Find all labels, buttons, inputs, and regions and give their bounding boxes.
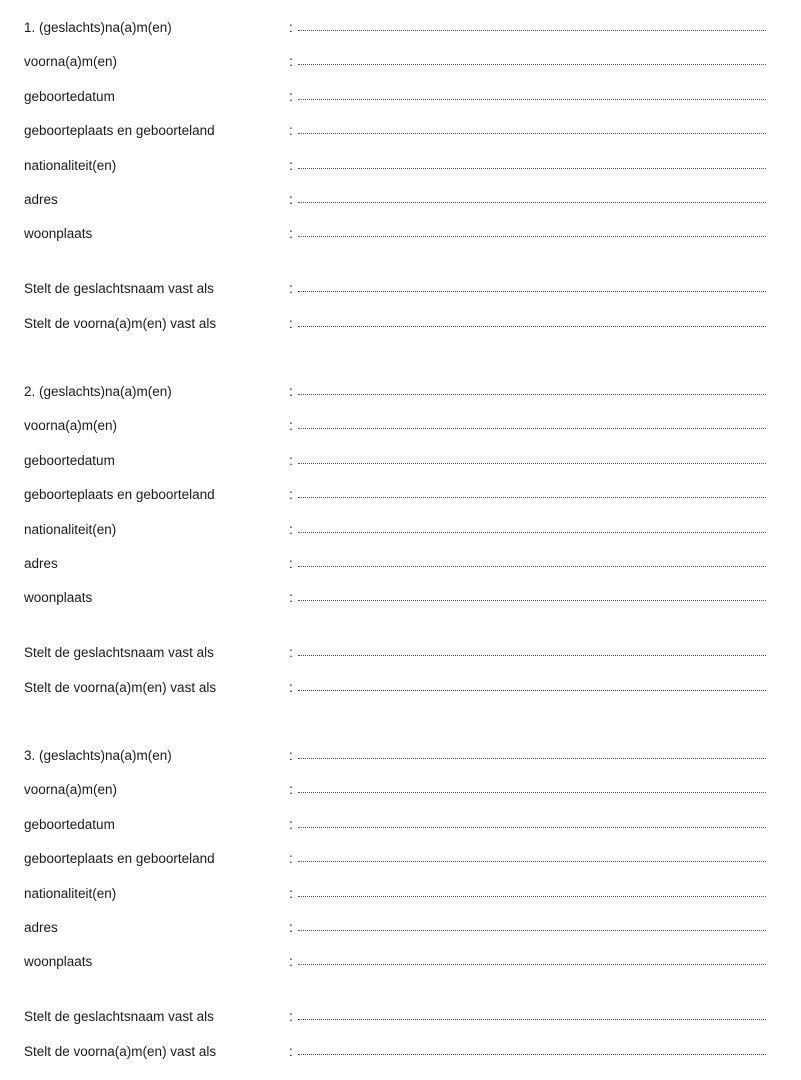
dotted-fill-line[interactable] <box>298 236 766 237</box>
field-label: geboorteplaats en geboorteland <box>24 123 215 139</box>
field-separator: : <box>289 226 293 242</box>
dotted-fill-line[interactable] <box>298 428 766 429</box>
form-row-field-2-5 <box>0 521 801 539</box>
form-row-name-field-3-1 <box>0 1008 801 1026</box>
field-separator: : <box>289 192 293 207</box>
field-separator: : <box>289 645 293 660</box>
field-separator: : <box>289 885 293 901</box>
field-label: 2. (geslachts)na(a)m(en) <box>24 384 172 399</box>
form-row-field-1-6 <box>0 191 801 209</box>
field-label: geboorteplaats en geboorteland <box>24 487 215 503</box>
form-row-field-2-2 <box>0 417 801 435</box>
dotted-fill-line[interactable] <box>298 30 766 31</box>
dotted-fill-line[interactable] <box>298 1019 766 1020</box>
field-separator: : <box>289 54 293 70</box>
dotted-fill-line[interactable] <box>298 792 766 793</box>
field-separator: : <box>289 920 293 935</box>
dotted-fill-line[interactable] <box>298 133 766 134</box>
dotted-fill-line[interactable] <box>298 497 766 498</box>
dotted-fill-line[interactable] <box>298 168 766 169</box>
form-row-name-field-2-1 <box>0 644 801 662</box>
field-label: 1. (geslachts)na(a)m(en) <box>24 20 172 35</box>
field-separator: : <box>289 1009 293 1024</box>
field-separator: : <box>289 123 293 139</box>
field-separator: : <box>289 281 293 296</box>
dotted-fill-line[interactable] <box>298 690 766 691</box>
field-label: Stelt de voorna(a)m(en) vast als <box>24 315 217 331</box>
form-row-field-1-3 <box>0 88 801 106</box>
field-separator: : <box>289 590 293 606</box>
form-row-field-3-7 <box>0 953 801 971</box>
field-separator: : <box>289 315 293 331</box>
form-row-field-1-5 <box>0 157 801 175</box>
field-separator: : <box>289 418 293 434</box>
form-row-field-3-2 <box>0 781 801 799</box>
field-label: voorna(a)m(en) <box>24 54 118 70</box>
field-label: woonplaats <box>24 590 93 606</box>
dotted-fill-line[interactable] <box>298 532 766 533</box>
form-row-field-2-1 <box>0 383 801 401</box>
dotted-fill-line[interactable] <box>298 99 766 100</box>
field-label: nationaliteit(en) <box>24 885 117 901</box>
field-label: Stelt de voorna(a)m(en) vast als <box>24 679 217 695</box>
form-row-field-2-7 <box>0 589 801 607</box>
field-separator: : <box>289 487 293 503</box>
dotted-fill-line[interactable] <box>298 861 766 862</box>
dotted-fill-line[interactable] <box>298 930 766 931</box>
field-separator: : <box>289 452 293 468</box>
field-separator: : <box>289 157 293 173</box>
field-label: nationaliteit(en) <box>24 157 117 173</box>
dotted-fill-line[interactable] <box>298 326 766 327</box>
dotted-fill-line[interactable] <box>298 827 766 828</box>
form-row-name-field-2-2 <box>0 679 801 697</box>
field-separator: : <box>289 20 293 35</box>
field-label: Stelt de geslachtsnaam vast als <box>24 281 214 296</box>
field-separator: : <box>289 384 293 399</box>
field-separator: : <box>289 782 293 798</box>
field-label: adres <box>24 192 58 207</box>
field-label: nationaliteit(en) <box>24 521 117 537</box>
form-row-field-3-1 <box>0 747 801 765</box>
field-separator: : <box>289 954 293 970</box>
form-row-field-2-4 <box>0 486 801 504</box>
dotted-fill-line[interactable] <box>298 291 766 292</box>
form-row-field-3-5 <box>0 885 801 903</box>
form-row-name-field-1-1 <box>0 280 801 298</box>
dotted-fill-line[interactable] <box>298 463 766 464</box>
dotted-fill-line[interactable] <box>298 600 766 601</box>
field-separator: : <box>289 748 293 763</box>
field-separator: : <box>289 521 293 537</box>
field-label: geboortedatum <box>24 452 115 468</box>
field-label: Stelt de geslachtsnaam vast als <box>24 645 214 660</box>
field-label: voorna(a)m(en) <box>24 418 118 434</box>
dotted-fill-line[interactable] <box>298 896 766 897</box>
field-separator: : <box>289 556 293 571</box>
dotted-fill-line[interactable] <box>298 64 766 65</box>
field-separator: : <box>289 1043 293 1059</box>
field-label: geboortedatum <box>24 816 115 832</box>
form-row-field-3-6 <box>0 919 801 937</box>
field-label: woonplaats <box>24 226 93 242</box>
dotted-fill-line[interactable] <box>298 655 766 656</box>
dotted-fill-line[interactable] <box>298 566 766 567</box>
dotted-fill-line[interactable] <box>298 1054 766 1055</box>
field-separator: : <box>289 88 293 104</box>
form-row-field-1-1 <box>0 19 801 37</box>
form-row-name-field-3-2 <box>0 1043 801 1061</box>
form-row-field-3-4 <box>0 850 801 868</box>
form-row-name-field-1-2 <box>0 315 801 333</box>
form-row-field-2-6 <box>0 555 801 573</box>
dotted-fill-line[interactable] <box>298 394 766 395</box>
field-label: Stelt de voorna(a)m(en) vast als <box>24 1043 217 1059</box>
field-label: 3. (geslachts)na(a)m(en) <box>24 748 172 763</box>
field-label: geboortedatum <box>24 88 115 104</box>
dotted-fill-line[interactable] <box>298 964 766 965</box>
field-label: Stelt de geslachtsnaam vast als <box>24 1009 214 1024</box>
field-label: adres <box>24 920 58 935</box>
form-row-field-1-4 <box>0 122 801 140</box>
field-label: geboorteplaats en geboorteland <box>24 851 215 867</box>
field-separator: : <box>289 816 293 832</box>
form-row-field-3-3 <box>0 816 801 834</box>
field-label: voorna(a)m(en) <box>24 782 118 798</box>
field-separator: : <box>289 679 293 695</box>
field-label: adres <box>24 556 58 571</box>
dotted-fill-line[interactable] <box>298 202 766 203</box>
form-row-field-2-3 <box>0 452 801 470</box>
field-separator: : <box>289 851 293 867</box>
form-row-field-1-7 <box>0 225 801 243</box>
dotted-fill-line[interactable] <box>298 758 766 759</box>
field-label: woonplaats <box>24 954 93 970</box>
form-row-field-1-2 <box>0 53 801 71</box>
